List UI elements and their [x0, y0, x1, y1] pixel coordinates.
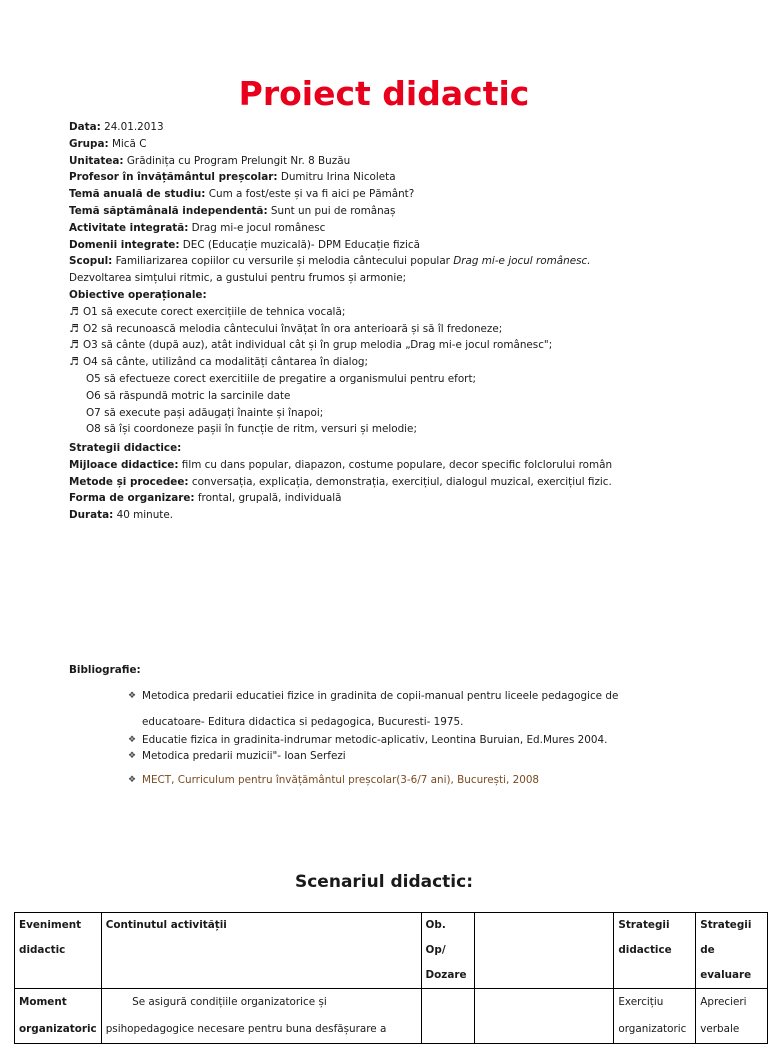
meta-value: Drag mi-e jocul românesc — [188, 221, 326, 234]
scenario-title: Scenariul didactic: — [294, 872, 474, 892]
bibliography-item — [128, 770, 748, 790]
diamond-bullet-icon: ❖ — [128, 735, 137, 745]
objective-item: O6 să răspundă motric la sarcinile date — [86, 389, 291, 402]
diamond-bullet-icon: ❖ — [128, 775, 137, 785]
meta-value: Grădinița cu Program Prelungit Nr. 8 Buzău — [123, 154, 351, 167]
objective-text: O2 să recunoască melodia cântecului învățat în ora anterioară și să îl fredoneze; — [83, 322, 503, 335]
meta-value: DEC (Educație muzicală)- DPM Educație fizică — [179, 238, 420, 251]
meta-teacher — [69, 169, 759, 186]
strategies-heading: Strategii didactice: — [69, 442, 182, 454]
strategy-label: Durata: — [69, 509, 114, 522]
meta-activity — [69, 220, 759, 237]
bibliography-item-continuation: educatoare- Editura didactica si pedagogica, Bucuresti- 1975. — [142, 716, 464, 728]
bibliography-text: Educatie fizica in gradinita-indrumar metodic-aplicativ, Leontina Buruian, Ed.Mures 2004. — [142, 734, 608, 746]
objective-item — [69, 337, 759, 354]
document-title: Proiect didactic — [238, 74, 530, 113]
meta-date — [69, 119, 759, 136]
strategy-value: 40 minute. — [113, 509, 174, 522]
objective-item — [69, 354, 759, 371]
cell-event: Moment organizatoric — [15, 989, 102, 1044]
meta-label: Unitatea: — [69, 154, 124, 167]
music-note-icon: ♬ — [69, 321, 79, 335]
strategy-value: frontal, grupală, individuală — [194, 492, 342, 505]
objective-text: O1 să execute corect exercițiile de tehnica vocală; — [83, 305, 346, 318]
purpose-continuation: Dezvoltarea simțului ritmic, a gustului pentru frumos și armonie; — [69, 272, 407, 285]
meta-label: Profesor în învățământul preșcolar: — [69, 171, 278, 184]
meta-group — [69, 136, 759, 153]
objective-item: O7 să execute pași adăugați înainte și înapoi; — [86, 406, 324, 419]
header-content: Continutul activității — [101, 913, 421, 989]
bibliography-list — [128, 686, 748, 790]
objective-item: O5 să efectueze corect exercitiile de pregatire a organismului pentru efort; — [86, 372, 477, 385]
meta-label: Data: — [69, 121, 101, 133]
meta-label: Grupa: — [69, 137, 109, 150]
bibliography-item — [128, 732, 748, 748]
strategies-section — [69, 440, 759, 524]
meta-label: Domenii integrate: — [69, 238, 180, 251]
objective-text: O3 să cânte (după auz), atât individual cât și în grup melodia „Drag mi-e jocul românesc"; — [83, 339, 553, 352]
cell-strategies: Exercițiu organizatoric — [614, 989, 696, 1044]
header-strategies: Strategii didactice — [614, 913, 696, 989]
meta-purpose — [69, 253, 759, 270]
strategy-duration — [69, 507, 759, 524]
meta-label: Activitate integrată: — [69, 221, 189, 234]
cell-objectives — [421, 989, 475, 1044]
strategy-resources — [69, 457, 759, 474]
cell-content: Se asigură condițiile organizatorice și psihopedagogice necesare pentru buna desfășurare a — [101, 989, 421, 1044]
header-evaluation: Strategii de evaluare — [696, 913, 768, 989]
objective-text: O4 să cânte, utilizând ca modalități cântarea în dialog; — [83, 356, 369, 369]
strategy-organization — [69, 490, 759, 507]
meta-label: Scopul: — [69, 255, 113, 268]
strategy-label: Mijloace didactice: — [69, 458, 179, 471]
meta-unit — [69, 153, 759, 170]
objective-item — [69, 304, 759, 321]
diamond-bullet-icon: ❖ — [128, 751, 137, 761]
song-title: Drag mi-e jocul românesc. — [453, 255, 591, 268]
project-metadata — [69, 119, 759, 438]
diamond-bullet-icon: ❖ — [128, 691, 137, 701]
strategy-value: film cu dans popular, diapazon, costume populare, decor specific folclorului român — [178, 458, 613, 471]
objective-item — [69, 321, 759, 338]
objective-item: O8 să își coordoneze pașii în funcție de ritm, versuri și melodie; — [86, 423, 417, 436]
strategy-label: Forma de organizare: — [69, 492, 195, 505]
meta-value: Cum a fost/este și va fi aici pe Pământ? — [205, 188, 415, 201]
header-empty — [475, 913, 614, 989]
music-note-icon: ♬ — [69, 304, 79, 318]
meta-annual-theme — [69, 186, 759, 203]
meta-weekly-theme — [69, 203, 759, 220]
music-note-icon: ♬ — [69, 355, 79, 369]
scenario-table — [14, 912, 768, 1044]
table-row — [15, 989, 768, 1044]
meta-label: Temă anuală de studiu: — [69, 188, 206, 201]
bibliography-item — [128, 748, 748, 764]
strategy-methods — [69, 474, 759, 491]
cell-empty — [475, 989, 614, 1044]
strategy-value: conversația, explicația, demonstrația, exercițiul, dialogul muzical, exercițiul fizic. — [188, 475, 612, 488]
objectives-heading: Obiective operaționale: — [69, 288, 207, 301]
bibliography-item — [128, 686, 748, 706]
cell-evaluation: Aprecieri verbale — [696, 989, 768, 1044]
bibliography-heading: Bibliografie: — [69, 664, 141, 676]
meta-value: Sunt un pui de românaș — [267, 204, 396, 217]
meta-domains — [69, 237, 759, 254]
strategy-label: Metode și procedee: — [69, 475, 189, 488]
header-objectives: Ob. Op/ Dozare — [421, 913, 475, 989]
meta-value: 24.01.2013 — [100, 121, 164, 133]
meta-value: Dumitru Irina Nicoleta — [277, 171, 396, 184]
bibliography-text: MECT, Curriculum pentru învățământul preșcolar(3-6/7 ani), București, 2008 — [142, 774, 540, 786]
table-header-row — [15, 913, 768, 989]
bibliography-text: Metodica predarii muzicii"- Ioan Serfezi — [142, 750, 346, 762]
header-event: Eveniment didactic — [15, 913, 102, 989]
meta-value: Mică C — [108, 137, 147, 150]
meta-label: Temă săptămânală independentă: — [69, 204, 268, 217]
music-note-icon: ♬ — [69, 338, 79, 352]
bibliography-text: Metodica predarii educatiei fizice in gradinita de copii-manual pentru liceele pedagogice de — [142, 690, 619, 702]
meta-value: Familiarizarea copiilor cu versurile și melodia cântecului popular — [112, 255, 454, 268]
